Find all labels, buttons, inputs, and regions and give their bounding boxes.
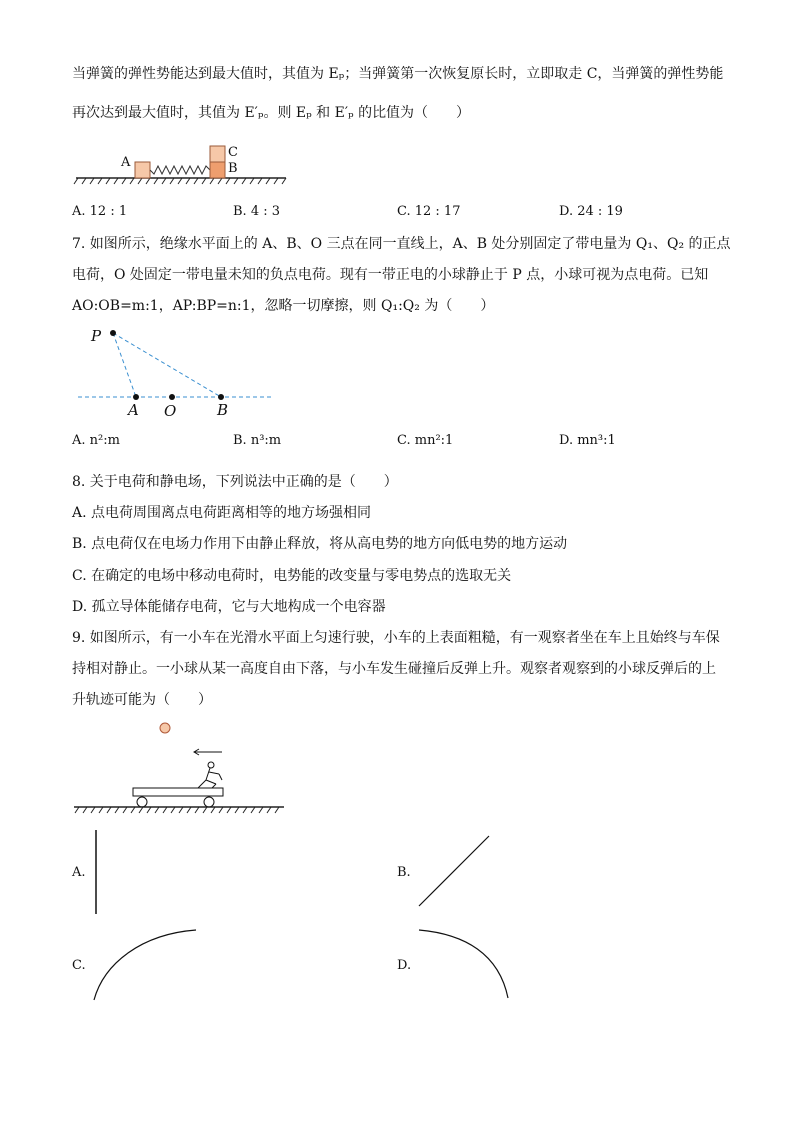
block-b	[210, 162, 225, 178]
q6-label-a: A	[121, 155, 131, 170]
q6-stem-line-1: 当弹簧的弹性势能达到最大值时，其值为 Eₚ；当弹簧第一次恢复原长时，立即取走 C，当弹簧的弹性势能	[72, 66, 724, 82]
q6-label-c: C	[228, 145, 238, 160]
observer-figure	[198, 762, 222, 788]
q9-option-a-trajectory	[92, 828, 100, 916]
q7-option-b: B. n³:m	[233, 433, 282, 448]
q8-option-b: B. 点电荷仅在电场力作用下由静止释放，将从高电势的地方向低电势的地方运动	[72, 536, 568, 552]
q6-figure	[74, 142, 289, 190]
q9-option-a: A.	[72, 865, 86, 880]
block-c	[210, 146, 225, 162]
q7-label-a: A	[128, 401, 139, 419]
q9-option-b: B.	[397, 865, 411, 880]
q7-label-p: P	[91, 327, 102, 345]
spring	[150, 166, 210, 174]
q6-label-b: B	[228, 161, 238, 176]
q7-label-o: O	[164, 402, 177, 420]
q7-option-c: C. mn²:1	[397, 433, 454, 448]
point-b	[218, 394, 224, 400]
q8-stem: 8. 关于电荷和静电场，下列说法中正确的是（ ）	[72, 474, 398, 490]
q6-option-d: D. 24 : 19	[559, 204, 623, 219]
point-p	[110, 330, 116, 336]
q9-stem-line-3: 升轨迹可能为（ ）	[72, 692, 212, 708]
q7-figure	[78, 326, 278, 406]
q9-option-d-trajectory	[417, 928, 511, 1000]
q9-stem-line-2: 持相对静止。一小球从某一高度自由下落，与小车发生碰撞后反弹上升。观察者观察到的小球反弹后的上	[72, 661, 716, 677]
q8-option-c: C. 在确定的电场中移动电荷时，电势能的改变量与零电势点的选取无关	[72, 568, 512, 584]
q8-option-a: A. 点电荷周围离点电荷距离相等的地方场强相同	[72, 505, 372, 521]
falling-ball	[160, 723, 170, 733]
q6-option-b: B. 4 : 3	[233, 204, 281, 219]
block-a	[135, 162, 150, 178]
q7-stem-line-1: 7. 如图所示，绝缘水平面上的 A、B、O 三点在同一直线上，A、B 处分别固定了带电量为 Q₁、Q₂ 的正点	[72, 236, 731, 252]
q9-stem-line-1: 9. 如图所示，有一小车在光滑水平面上匀速行驶，小车的上表面粗糙，有一观察者坐在车上且始终与车保	[72, 630, 720, 646]
point-a	[133, 394, 139, 400]
cart-wheel-right	[204, 797, 214, 807]
q6-option-c: C. 12 : 17	[397, 204, 461, 219]
q7-option-d: D. mn³:1	[559, 433, 616, 448]
q9-cart-figure	[74, 718, 286, 814]
q6-stem-line-2: 再次达到最大值时，其值为 E′ₚ。则 Eₚ 和 E′ₚ 的比值为（ ）	[72, 105, 471, 121]
q8-option-d: D. 孤立导体能储存电荷，它与大地构成一个电容器	[72, 599, 386, 615]
cart-wheel-left	[137, 797, 147, 807]
q6-option-a: A. 12 : 1	[72, 204, 128, 219]
q7-label-b: B	[217, 401, 229, 419]
q9-option-d: D.	[397, 958, 412, 973]
q7-stem-line-2: 电荷，O 处固定一带电量未知的负点电荷。现有一带正电的小球静止于 P 点，小球可视为点电荷。已知	[72, 267, 709, 283]
cart-body	[133, 788, 223, 796]
q9-option-b-trajectory	[417, 834, 491, 908]
q9-option-c-trajectory	[92, 928, 198, 1002]
point-o	[169, 394, 175, 400]
q9-option-c: C.	[72, 958, 86, 973]
q7-option-a: A. n²:m	[72, 433, 120, 448]
q7-stem-line-3: AO:OB=m:1，AP:BP=n:1，忽略一切摩擦，则 Q₁:Q₂ 为（ ）	[72, 298, 495, 314]
